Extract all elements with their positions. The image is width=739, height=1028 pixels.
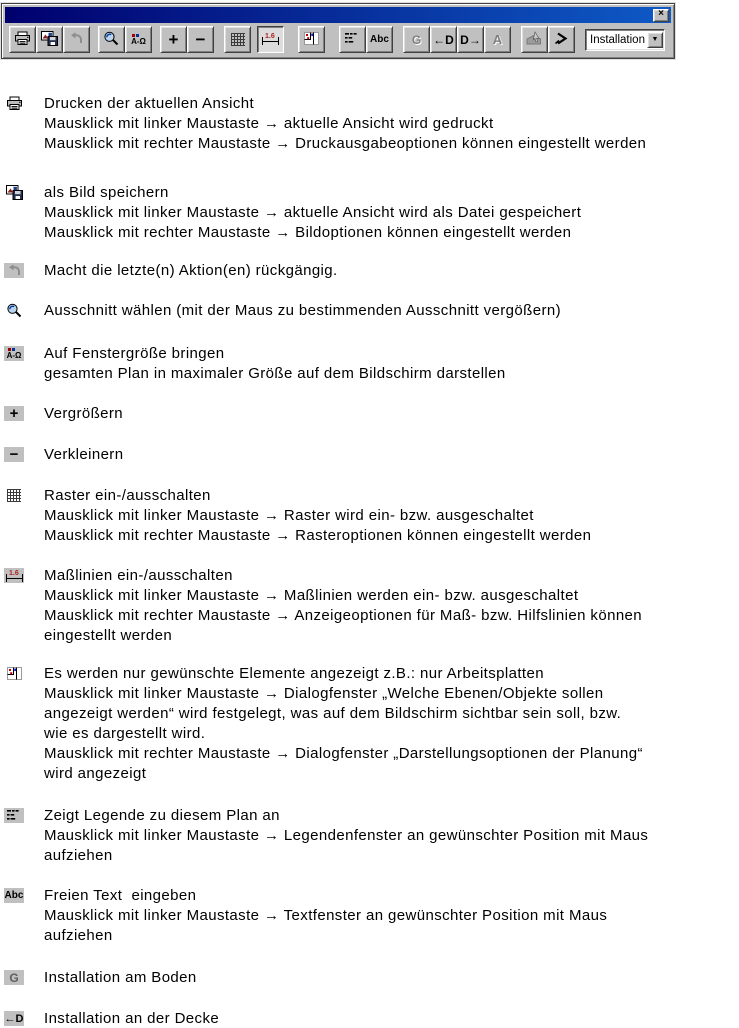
zoom-in-icon: +: [4, 406, 24, 421]
fit-window-icon: A-Ω: [4, 346, 24, 361]
legend-item: [4, 261, 737, 281]
legend-item: [4, 344, 737, 384]
legend-text-line: Verkleinern: [44, 446, 124, 463]
text-a-button[interactable]: [484, 26, 511, 53]
print-icon: [14, 31, 31, 49]
legend-text-line: wird angezeigt: [44, 765, 147, 782]
legend-text-line: Mausklick mit linker Maustaste → aktuelle Ansicht wird als Datei gespeichert: [44, 204, 582, 221]
legend-text-line: Mausklick mit rechter Maustaste → Bildoptionen können eingestellt werden: [44, 224, 572, 241]
legend-text-line: Mausklick mit linker Maustaste → Maßlinien werden ein- bzw. ausgeschaltet: [44, 587, 579, 604]
toolbar-window: [1, 3, 675, 59]
legend-text-line: Installation am Boden: [44, 969, 197, 986]
pointer-button[interactable]: [521, 26, 548, 53]
next-button[interactable]: [548, 26, 575, 53]
grid-toggle-button[interactable]: [224, 26, 251, 53]
legend-text-line: Raster ein-/ausschalten: [44, 487, 211, 504]
legend-icon: [4, 808, 24, 823]
legend-text-line: Mausklick mit rechter Maustaste → Dialogfenster „Darstellungsoptionen der Planung“: [44, 745, 643, 762]
print-icon: [4, 96, 24, 111]
zoom-out-icon: −: [4, 447, 24, 462]
save-image-button[interactable]: [36, 26, 63, 53]
legend-text-line: Mausklick mit linker Maustaste → Raster wird ein- bzw. ausgeschaltet: [44, 507, 534, 524]
legend-icon: [344, 31, 361, 49]
filter-elements-icon: [303, 31, 320, 49]
legend-text-line: Mausklick mit rechter Maustaste → Anzeigeoptionen für Maß- bzw. Hilfslinien können: [44, 607, 643, 624]
filter-elements-button[interactable]: [298, 26, 325, 53]
save-image-icon: [4, 185, 24, 200]
save-image-icon: [41, 31, 58, 49]
grid-icon: [4, 488, 24, 503]
zoom-select-button[interactable]: [98, 26, 125, 53]
free-text-icon: Abc: [4, 888, 24, 903]
svg-text:1.6: 1.6: [265, 32, 275, 40]
dimension-lines-icon: [4, 568, 24, 583]
next-arrow-icon: [553, 31, 570, 49]
chevron-down-icon: ▼: [651, 36, 659, 43]
wall-installation-icon: D→: [460, 32, 481, 47]
ceiling-installation-icon: ←D: [433, 32, 454, 47]
legend-item: [4, 806, 737, 866]
dropdown-arrow-button[interactable]: [647, 32, 663, 48]
legend-text-line: Mausklick mit rechter Maustaste → Druckausgabeoptionen können eingestellt werden: [44, 135, 647, 152]
legend-text-line: Mausklick mit linker Maustaste → aktuelle Ansicht wird gedruckt: [44, 115, 494, 132]
legend-text-line: Mausklick mit linker Maustaste → Legendenfenster an gewünschter Position mit Maus: [44, 827, 649, 844]
legend-item: [4, 445, 737, 465]
svg-text:1.6: 1.6: [8, 570, 19, 577]
wall-installation-button[interactable]: [457, 26, 484, 53]
floor-installation-icon: G: [4, 970, 24, 985]
filter-elements-icon: [4, 666, 24, 681]
zoom-icon: [103, 31, 120, 49]
legend-text-line: Freien Text eingeben: [44, 887, 197, 904]
legend-item: [4, 94, 737, 154]
fit-window-button[interactable]: [125, 26, 152, 53]
legend-text-line: Macht die letzte(n) Aktion(en) rückgängig.: [44, 262, 338, 279]
legend-text-line: Installation an der Decke: [44, 1010, 220, 1027]
legend-item: [4, 886, 737, 946]
dimension-lines-icon: [261, 31, 280, 49]
legend-text-line: Mausklick mit linker Maustaste → Textfenster an gewünschter Position mit Maus: [44, 907, 608, 924]
legend-text-line: aufziehen: [44, 927, 113, 944]
close-button[interactable]: ×: [653, 9, 669, 22]
legend-text-line: angezeigt werden“ wird festgelegt, was auf dem Bildschirm sichtbar sein soll, bzw.: [44, 705, 622, 722]
legend-text-line: Auf Fenstergröße bringen: [44, 345, 225, 362]
legend-button[interactable]: [339, 26, 366, 53]
legend-text-line: Mausklick mit linker Maustaste → Dialogfenster „Welche Ebenen/Objekte sollen: [44, 685, 604, 702]
free-text-button[interactable]: [366, 26, 393, 53]
legend-text-line: gesamten Plan in maximaler Größe auf dem Bildschirm darstellen: [44, 365, 506, 382]
undo-icon: [68, 31, 85, 49]
undo-icon: [4, 263, 24, 278]
undo-button[interactable]: [63, 26, 90, 53]
fit-window-icon: A-Ω: [131, 34, 146, 46]
free-text-icon: Abc: [370, 33, 389, 45]
legend-text-line: Es werden nur gewünschte Elemente angezeigt z.B.: nur Arbeitsplatten: [44, 665, 544, 682]
zoom-in-button[interactable]: [160, 26, 187, 53]
ceiling-installation-button[interactable]: [430, 26, 457, 53]
floor-installation-button[interactable]: [403, 26, 430, 53]
zoom-icon: [4, 303, 24, 318]
legend-item: [4, 1009, 737, 1028]
zoom-in-icon: +: [168, 29, 179, 49]
print-button[interactable]: [9, 26, 36, 53]
legend-item: [4, 968, 737, 988]
legend-item: [4, 664, 737, 784]
zoom-out-icon: −: [195, 29, 206, 49]
ceiling-installation-icon: ←D: [4, 1012, 24, 1025]
legend-text-line: Maßlinien ein-/ausschalten: [44, 567, 233, 584]
legend-item: [4, 486, 737, 546]
legend-text-line: Mausklick mit rechter Maustaste → Rasteroptionen können eingestellt werden: [44, 527, 592, 544]
legend-text-line: aufziehen: [44, 847, 113, 864]
mode-dropdown[interactable]: [585, 29, 665, 51]
legend-text-line: Ausschnitt wählen (mit der Maus zu bestimmenden Ausschnitt vergößern): [44, 302, 561, 319]
dimension-lines-button[interactable]: [257, 26, 284, 53]
toolbar-button-row: [5, 26, 671, 53]
legend-text-line: Drucken der aktuellen Ansicht: [44, 95, 255, 112]
legend-text-line: Zeigt Legende zu diesem Plan an: [44, 807, 280, 824]
grid-icon: [231, 33, 245, 46]
toolbar-titlebar[interactable]: [5, 7, 671, 23]
legend-text-line: Vergrößern: [44, 405, 124, 422]
legend-text-line: als Bild speichern: [44, 184, 169, 201]
text-a-icon: A: [492, 31, 503, 47]
legend-text-line: eingestellt werden: [44, 627, 173, 644]
legend-text-line: wie es dargestellt wird.: [44, 725, 206, 742]
pointer-icon: [525, 31, 544, 49]
legend-item: [4, 566, 737, 646]
legend-item: [4, 183, 737, 243]
mode-dropdown-value: Installation: [590, 33, 645, 46]
legend-item: [4, 301, 737, 321]
floor-installation-icon: G: [411, 32, 422, 47]
zoom-out-button[interactable]: [187, 26, 214, 53]
legend-item: [4, 404, 737, 424]
